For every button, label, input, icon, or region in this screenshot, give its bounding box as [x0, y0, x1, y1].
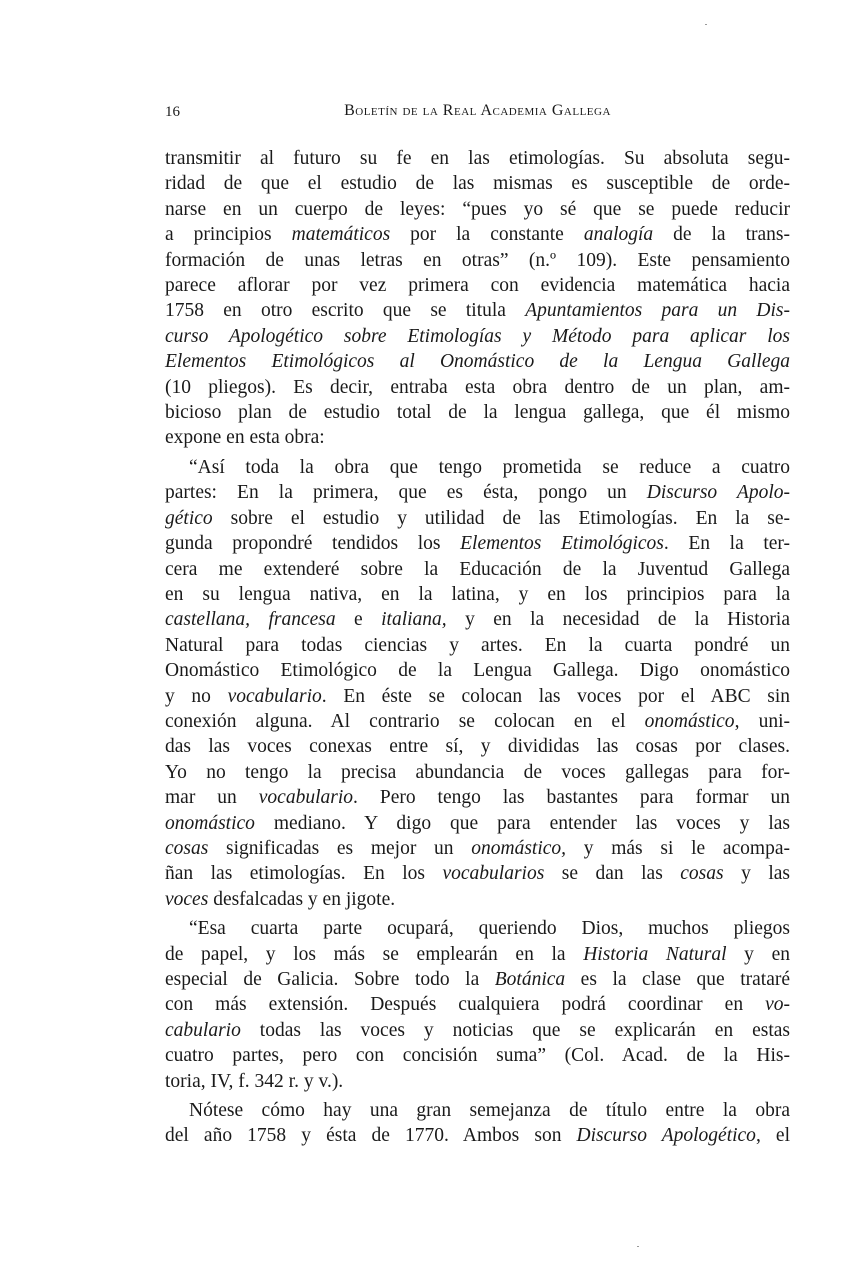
italic-text-run: castellana, francesa — [165, 609, 336, 631]
text-run: sobre el estudio y utilidad de las Etimologías. En la se- — [212, 507, 790, 529]
text-line — [165, 425, 790, 450]
text-line — [165, 811, 790, 836]
paragraph — [165, 146, 790, 451]
text-line — [165, 861, 790, 886]
italic-text-run: vocabularios — [442, 863, 545, 885]
text-run: gunda propondré tendidos los — [165, 533, 461, 555]
text-run: y en la necesidad de la Historia — [446, 609, 791, 631]
text-run: expone en esta obra: — [165, 427, 325, 449]
text-run: mar un — [165, 787, 259, 809]
text-line — [165, 607, 790, 632]
text-line — [165, 709, 790, 734]
text-line — [165, 760, 790, 785]
text-line — [165, 633, 790, 658]
text-run: “Así toda la obra que tengo prometida se reduce a cuatro — [189, 456, 790, 478]
italic-text-run: Apuntamientos para un Dis- — [525, 300, 790, 322]
body-text — [165, 146, 790, 1153]
text-run: y las — [723, 863, 790, 885]
text-line — [165, 375, 790, 400]
text-run: narse en un cuerpo de leyes: “pues yo sé que se puede reducir — [165, 198, 790, 220]
italic-text-run: gético — [165, 507, 213, 529]
text-run: partes: En la primera, que es ésta, pongo un — [165, 482, 647, 504]
text-run: (10 pliegos). Es decir, entraba esta obra dentro de un plan, am- — [165, 376, 790, 398]
text-run: toria, IV, f. 342 r. y v.). — [165, 1070, 344, 1092]
text-run: das las voces conexas entre sí, y divididas las cosas por clases. — [165, 736, 790, 758]
text-run: . Pero tengo las bastantes para formar un — [353, 787, 790, 809]
text-run: y más si le acompa- — [566, 837, 790, 859]
text-line — [165, 1123, 790, 1148]
running-title: Boletín de la Real Academia Gallega — [344, 102, 611, 119]
text-line — [165, 967, 790, 992]
italic-text-run: Historia Natural — [583, 943, 727, 965]
text-run: y no — [165, 685, 228, 707]
text-line — [165, 734, 790, 759]
text-line — [165, 400, 790, 425]
italic-text-run: cabulario — [165, 1019, 241, 1041]
scan-speck — [637, 1246, 639, 1247]
text-run: , uni- — [734, 710, 790, 732]
text-run: transmitir al futuro su fe en las etimologías. Su absoluta segu- — [165, 148, 790, 169]
text-line — [165, 887, 790, 912]
text-run: Natural para todas ciencias y artes. En la cuarta pondré un — [165, 634, 790, 656]
text-run: todas las voces y noticias que se explicarán en estas — [240, 1019, 790, 1041]
italic-text-run: onomástico — [165, 812, 255, 834]
text-run: del año 1758 y ésta de 1770. Ambos son — [165, 1125, 577, 1147]
italic-text-run: onomástico, — [471, 837, 567, 859]
text-run: cera me extenderé sobre la Educación de la Juventud Gallega — [165, 558, 790, 580]
text-line — [165, 171, 790, 196]
italic-text-run: Discurso Apolo- — [646, 482, 790, 504]
text-line — [165, 273, 790, 298]
text-run: especial de Galicia. Sobre todo la — [165, 969, 495, 990]
text-line — [165, 222, 790, 247]
text-run: de papel, y los más se emplearán en la — [165, 943, 584, 965]
text-line — [165, 298, 790, 323]
italic-text-run: voces — [165, 888, 209, 910]
text-line — [165, 248, 790, 273]
italic-text-run: analogía — [583, 224, 654, 246]
text-line — [165, 197, 790, 222]
text-line — [165, 942, 790, 967]
text-line — [165, 324, 790, 349]
text-run: 1758 en otro escrito que se titula — [165, 300, 526, 322]
text-line — [165, 582, 790, 607]
text-line — [165, 349, 790, 374]
paragraph — [165, 1098, 790, 1149]
text-line — [165, 1098, 790, 1123]
text-run: significadas es mejor un — [208, 837, 472, 859]
text-run: se dan las — [544, 863, 681, 885]
text-run: bicioso plan de estudio total de la lengua gallega, que él mismo — [165, 402, 790, 424]
text-line — [165, 785, 790, 810]
italic-text-run: cosas — [165, 837, 209, 859]
text-run: es la clase que trataré — [565, 969, 791, 990]
page-number: 16 — [165, 104, 180, 120]
text-run: . En la ter- — [663, 533, 791, 555]
text-run: formación de unas letras en otras” (n.º 109). Este pensamiento — [165, 249, 790, 271]
italic-text-run: onomástico — [644, 710, 735, 732]
text-line — [165, 658, 790, 683]
text-line — [165, 992, 790, 1017]
text-run: por la constante — [390, 224, 584, 246]
text-run: en su lengua nativa, en la latina, y en los principios para la — [165, 583, 790, 605]
italic-text-run: vo- — [765, 994, 790, 1016]
text-run: y en — [726, 943, 790, 965]
text-run: desfalcadas y en jigote. — [208, 888, 396, 910]
text-line — [165, 836, 790, 861]
paragraph — [165, 916, 790, 1094]
italic-text-run: cosas — [680, 863, 724, 885]
text-run: . En éste se colocan las voces por el ABC sin — [321, 685, 790, 707]
text-line — [165, 916, 790, 941]
text-run: , el — [755, 1125, 790, 1147]
text-run: a principios — [165, 224, 292, 246]
italic-text-run: italiana, — [381, 609, 447, 631]
text-line — [165, 146, 790, 171]
text-run: “Esa cuarta parte ocupará, queriendo Dios, muchos pliegos — [189, 918, 790, 940]
text-run: e — [335, 609, 382, 631]
italic-text-run: curso Apologético sobre Etimologías y Método para aplicar los — [165, 325, 790, 347]
text-line — [165, 506, 790, 531]
text-line — [165, 1069, 790, 1094]
text-run: de la trans- — [653, 224, 790, 246]
text-run: Nótese cómo hay una gran semejanza de título entre la obra — [189, 1100, 790, 1122]
running-header — [165, 102, 790, 126]
text-run: ridad de que el estudio de las mismas es susceptible de orde- — [165, 173, 790, 195]
text-run: cuatro partes, pero con concisión suma” (Col. Acad. de la His- — [165, 1045, 790, 1067]
text-line — [165, 455, 790, 480]
italic-text-run: Elementos Etimológicos al Onomástico de la Lengua Gallega — [165, 351, 790, 373]
text-run: ñan las etimologías. En los — [165, 863, 443, 885]
text-run: parece aflorar por vez primera con evidencia matemática hacia — [165, 275, 790, 297]
italic-text-run: matemáticos — [291, 224, 391, 246]
text-run: con más extensión. Después cualquiera podrá coordinar en — [165, 994, 766, 1016]
italic-text-run: vocabulario — [258, 787, 353, 809]
text-line — [165, 531, 790, 556]
text-run: conexión alguna. Al contrario se colocan en el — [165, 710, 645, 732]
text-line — [165, 557, 790, 582]
italic-text-run: Botánica — [494, 969, 566, 990]
italic-text-run: Elementos Etimológicos — [460, 533, 664, 555]
text-run: mediano. Y digo que para entender las voces y las — [254, 812, 790, 834]
italic-text-run: vocabulario — [227, 685, 322, 707]
text-line — [165, 1043, 790, 1068]
italic-text-run: Discurso Apologético — [576, 1125, 756, 1147]
text-line — [165, 684, 790, 709]
text-run: Yo no tengo la precisa abundancia de voces gallegas para for- — [165, 761, 790, 783]
text-line — [165, 480, 790, 505]
text-run: Onomástico Etimológico de la Lengua Gallega. Digo onomástico — [165, 660, 790, 682]
text-line — [165, 1018, 790, 1043]
scan-speck — [705, 24, 707, 25]
paragraph — [165, 455, 790, 912]
